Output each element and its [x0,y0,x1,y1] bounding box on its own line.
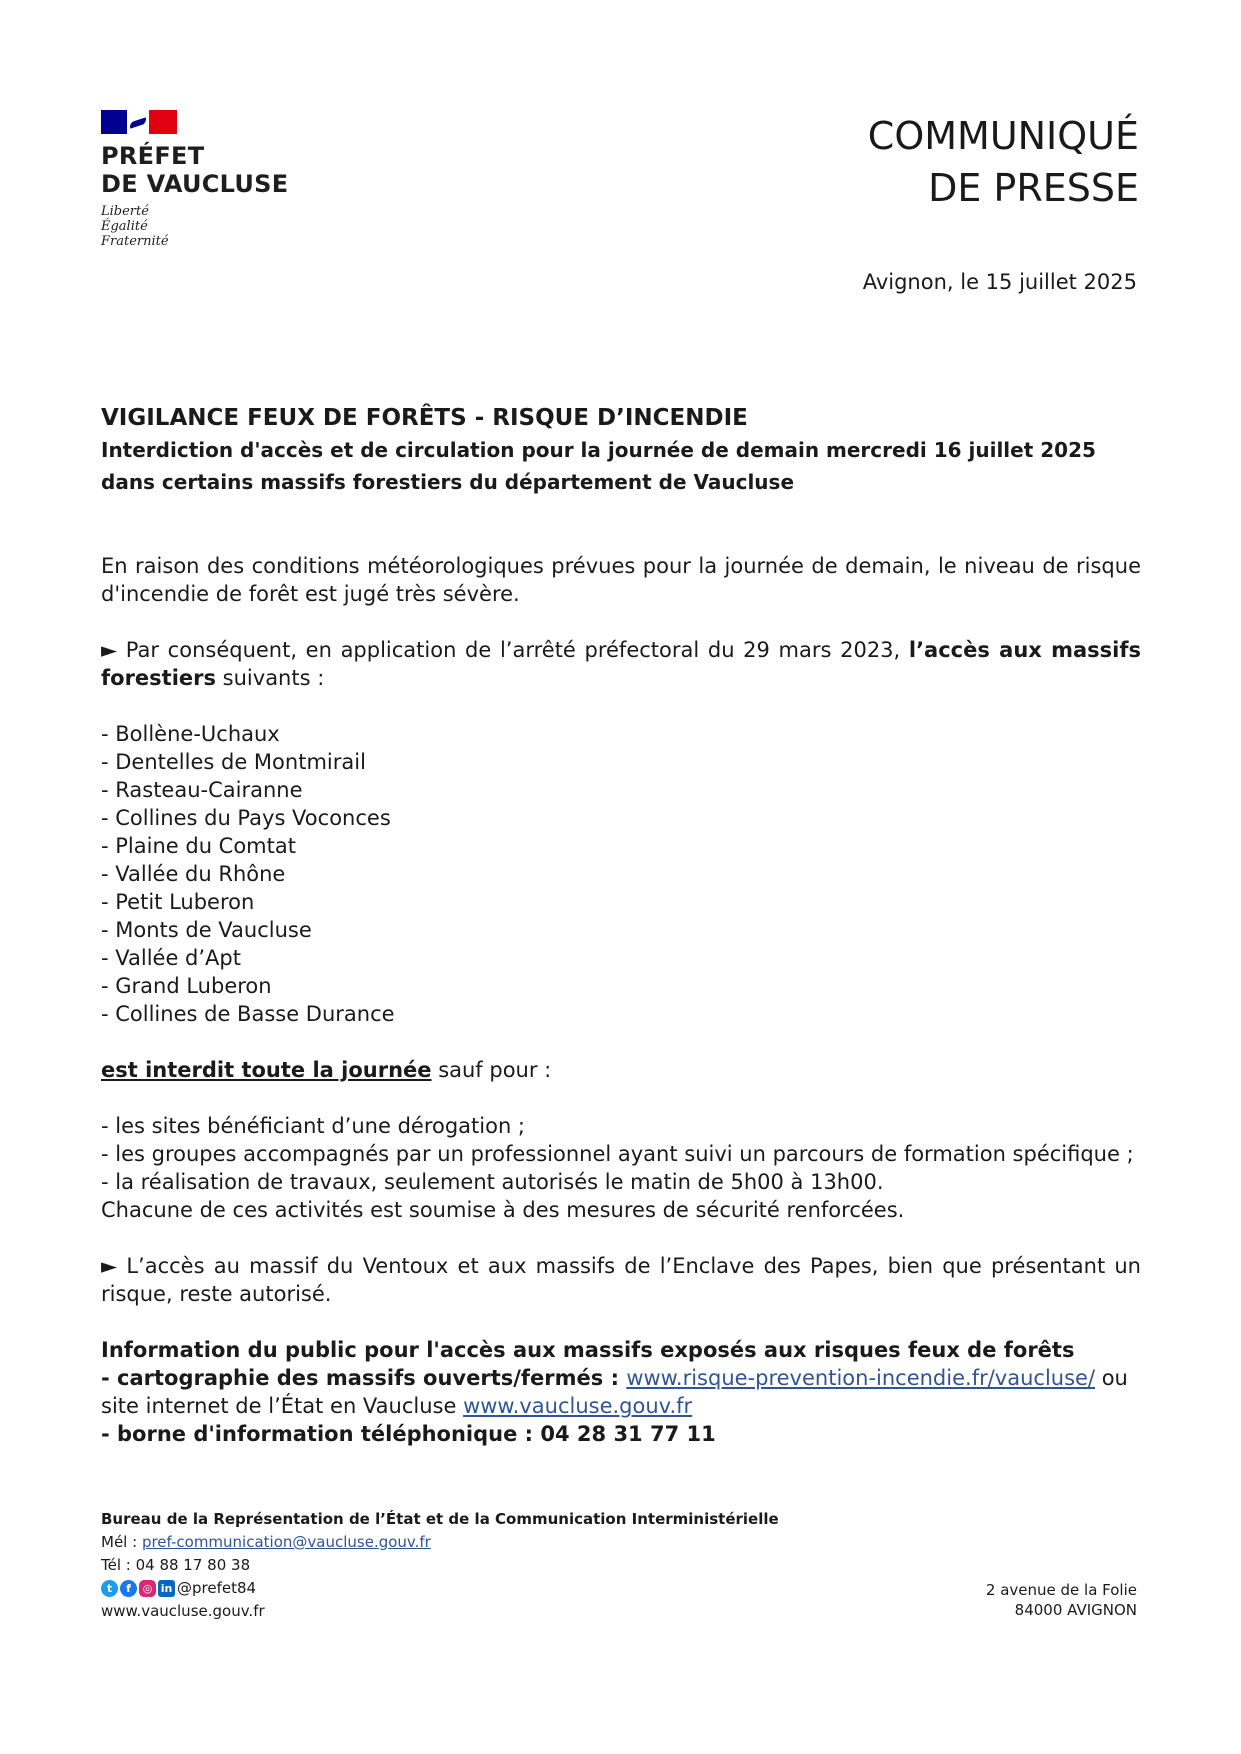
list-item: - Vallée d’Apt [101,946,241,970]
prohibition-paragraph [101,1056,1141,1084]
prohibition-suffix: sauf pour : [431,1058,552,1082]
motto-liberte: Liberté [101,204,149,219]
consequence-paragraph [101,636,1141,692]
linkedin-icon[interactable]: in [158,1580,175,1597]
list-item: - Dentelles de Montmirail [101,750,366,774]
exceptions-list [101,1112,1141,1196]
consequence-suffix: suivants : [216,666,325,690]
list-item: - les groupes accompagnés par un professionnel ayant suivi un parcours de formation spécifique ; [101,1142,1134,1166]
list-item: - Petit Luberon [101,890,255,914]
motto-fraternite: Fraternité [101,234,169,249]
mail-label: Mél : [101,1533,142,1551]
motto-egalite: Égalité [101,219,148,234]
footer-contact [101,1508,779,1623]
document-type [868,110,1139,214]
carto-link[interactable]: www.risque-prevention-incendie.fr/vaucluse/ [626,1366,1096,1390]
document-type-line2: DE PRESSE [928,166,1139,210]
carto-label: - cartographie des massifs ouverts/fermés : [101,1366,627,1390]
document-type-line1: COMMUNIQUÉ [867,114,1139,158]
site-label: site internet de l’État en Vaucluse [101,1394,464,1418]
ventoux-paragraph: ► L’accès au massif du Ventoux et aux massifs de l’Enclave des Papes, bien que présentant un risque, reste autorisé. [101,1254,1141,1306]
address-line2: 84000 AVIGNON [1014,1601,1137,1619]
list-item: - la réalisation de travaux, seulement autorisés le matin de 5h00 à 13h00. [101,1170,884,1194]
instagram-icon[interactable]: ◎ [139,1580,156,1597]
prefecture-logo [101,110,301,249]
address-line1: 2 avenue de la Folie [985,1581,1137,1599]
page-title: VIGILANCE FEUX DE FORÊTS - RISQUE D’INCENDIE [101,405,748,431]
security-note: Chacune de ces activités est soumise à des mesures de sécurité renforcées. [101,1198,905,1222]
footer-mail-line [101,1531,779,1554]
logo-title-line2: DE VAUCLUSE [101,170,289,198]
state-website-link[interactable]: www.vaucluse.gouv.fr [463,1394,693,1418]
republic-motto [101,204,301,249]
press-release-body [101,402,1141,1448]
info-title: Information du public pour l'accès aux massifs exposés aux risques feux de forêts [101,1338,1075,1362]
phone-info: - borne d'information téléphonique : 04 28 31 77 11 [101,1422,716,1446]
list-item: - Monts de Vaucluse [101,918,312,942]
footer-tel: Tél : 04 88 17 80 38 [101,1556,251,1574]
consequence-bold: l’accès aux massifs forestiers [101,638,1141,690]
list-item: - Vallée du Rhône [101,862,286,886]
list-item: - Collines de Basse Durance [101,1002,395,1026]
prohibition-bold: est interdit toute la journée [101,1058,432,1082]
consequence-prefix: ► Par conséquent, en application de l’arrêté préfectoral du 29 mars 2023, [101,638,909,662]
social-handle: @prefet84 [177,1579,257,1597]
massifs-list [101,720,1141,1028]
twitter-icon[interactable]: t [101,1580,118,1597]
info-section [101,1336,1141,1448]
list-item: - Plaine du Comtat [101,834,296,858]
footer-address [986,1580,1137,1620]
list-item: - Rasteau-Cairanne [101,778,303,802]
mail-link[interactable]: pref-communication@vaucluse.gouv.fr [141,1533,431,1551]
carto-or: ou [1095,1366,1128,1390]
footer-bureau: Bureau de la Représentation de l’État et de la Communication Interministérielle [101,1510,779,1528]
list-item: - Bollène-Uchaux [101,722,280,746]
list-item: - les sites bénéficiant d’une dérogation ; [101,1114,526,1138]
logo-title-line1: PRÉFET [101,142,205,170]
list-item: - Grand Luberon [101,974,272,998]
facebook-icon[interactable]: f [120,1580,137,1597]
social-links [101,1577,779,1600]
intro-paragraph: En raison des conditions météorologiques prévues pour la journée de demain, le niveau de risque d'incendie de forêt est jugé très sévère. [101,554,1141,606]
list-item: - Collines du Pays Voconces [101,806,391,830]
marianne-flag-icon [101,110,177,134]
page-subtitle: Interdiction d'accès et de circulation pour la journée de demain mercredi 16 juillet 2025 dans certains massifs forestiers du département de Vaucluse [101,438,1096,494]
footer-website: www.vaucluse.gouv.fr [101,1602,265,1620]
press-release-date: Avignon, le 15 juillet 2025 [862,270,1137,294]
logo-title [101,142,301,198]
